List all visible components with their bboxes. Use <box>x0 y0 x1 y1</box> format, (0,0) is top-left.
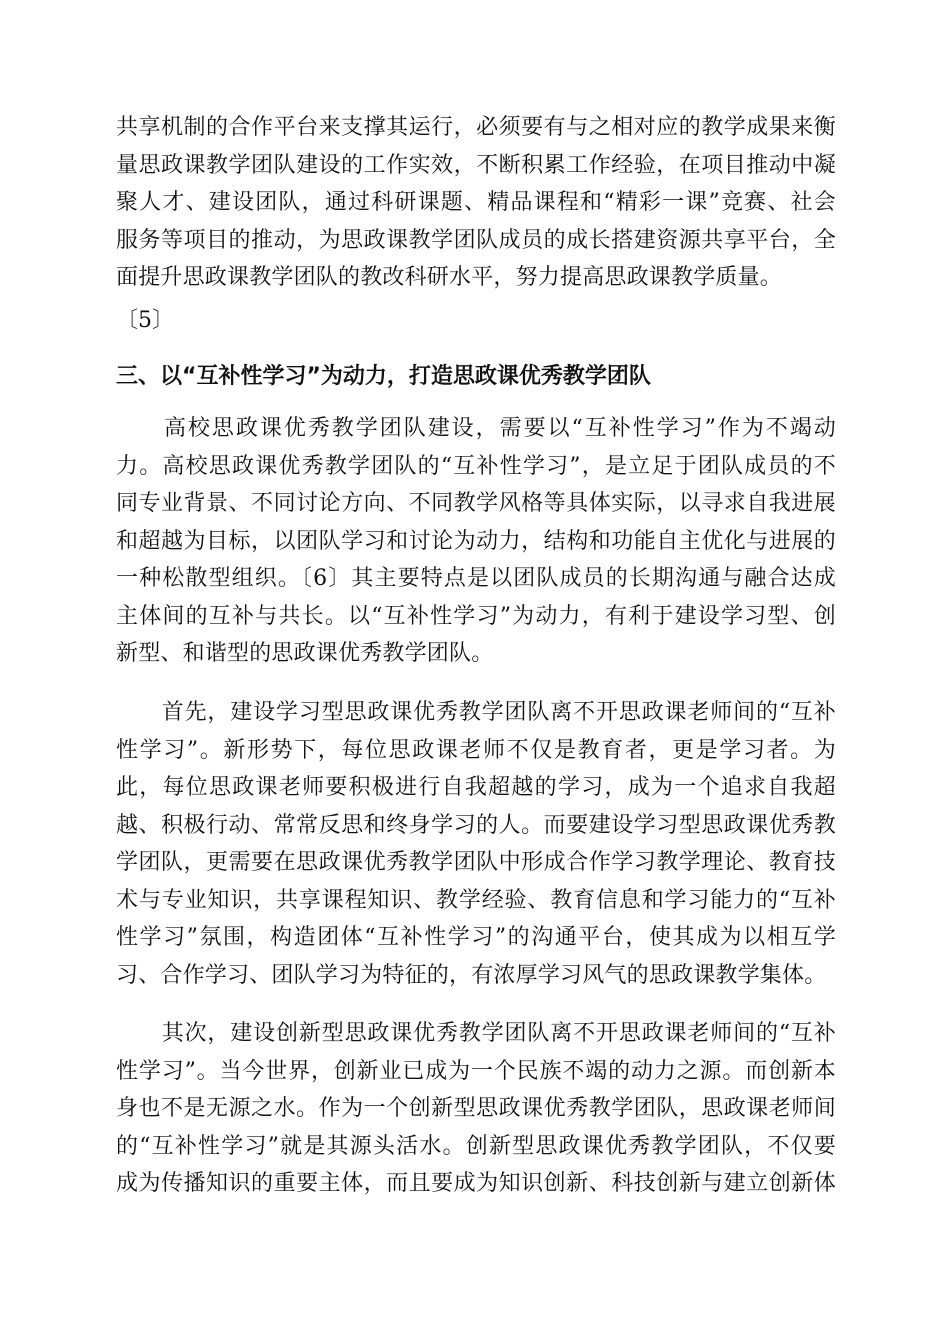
text-line: 术与专业知识，共享课程知识、教学经验、教育信息和学习能力的“互补 <box>116 887 836 913</box>
text-line: 主体间的互补与共长。以“互补性学习”为动力，有利于建设学习型、创 <box>116 603 836 629</box>
text-line: 身也不是无源之水。作为一个创新型思政课优秀教学团队，思政课老师间 <box>116 1096 836 1121</box>
paragraph-learning-team <box>116 694 836 994</box>
section-heading: 三、以“互补性学习”为动力，打造思政课优秀教学团队 <box>116 364 651 389</box>
text-line: 成为传播知识的重要主体，而且要成为知识创新、科技创新与建立创新体 <box>116 1171 836 1196</box>
text-line: 同专业背景、不同讨论方向、不同教学风格等具体实际，以寻求自我进展 <box>116 491 836 516</box>
text-line: 量思政课教学团队建设的工作实效，不断积累工作经验，在项目推动中凝 <box>116 152 836 178</box>
text-line: 此，每位思政课老师要积极进行自我超越的学习，成为一个追求自我超 <box>116 775 836 800</box>
text-line: 共享机制的合作平台来支撑其运行，必须要有与之相对应的教学成果来衡 <box>116 115 836 140</box>
paragraph-platform-support <box>116 109 836 297</box>
text-line: 性学习”。当今世界，创新业已成为一个民族不竭的动力之源。而创新本 <box>116 1058 836 1084</box>
text-line: 新型、和谐型的思政课优秀教学团队。 <box>116 641 494 666</box>
text-line: 力。高校思政课优秀教学团队的“互补性学习”，是立足于团队成员的不 <box>116 453 836 479</box>
text-line: 高校思政课优秀教学团队建设，需要以“互补性学习”作为不竭动 <box>116 416 836 441</box>
text-line: 一种松散型组织。〔6〕其主要特点是以团队成员的长期沟通与融合达成 <box>116 566 836 591</box>
text-line: 学团队，更需要在思政课优秀教学团队中形成合作学习教学理论、教育技 <box>116 850 836 875</box>
text-line: 的“互补性学习”就是其源头活水。创新型思政课优秀教学团队，不仅要 <box>116 1133 836 1159</box>
paragraph-innovative-team <box>116 1015 836 1203</box>
text-line: 首先，建设学习型思政课优秀教学团队离不开思政课老师间的“互补 <box>116 700 836 725</box>
citation-marker: 〔5〕 <box>116 308 174 333</box>
text-line: 习、合作学习、团队学习为特征的，有浓厚学习风气的思政课教学集体。 <box>116 962 827 988</box>
text-line: 越、积极行动、常常反思和终身学习的人。而要建设学习型思政课优秀教 <box>116 812 836 838</box>
paragraph-complementary-learning <box>116 410 836 673</box>
text-line: 服务等项目的推动，为思政课教学团队成员的成长搭建资源共享平台，全 <box>116 227 836 253</box>
text-line: 其次，建设创新型思政课优秀教学团队离不开思政课老师间的“互补 <box>116 1021 836 1046</box>
text-line: 性学习”氛围，构造团体“互补性学习”的沟通平台，使其成为以相互学 <box>116 925 836 950</box>
text-line: 和超越为目标，以团队学习和讨论为动力，结构和功能自主优化与进展的 <box>116 528 836 554</box>
text-line: 面提升思政课教学团队的教改科研水平，努力提高思政课教学质量。 <box>116 265 783 290</box>
text-line: 性学习”。新形势下，每位思政课老师不仅是教育者，更是学习者。为 <box>116 737 836 763</box>
text-line: 聚人才、建设团队，通过科研课题、精品课程和“精彩一课”竞赛、社会 <box>116 190 836 215</box>
